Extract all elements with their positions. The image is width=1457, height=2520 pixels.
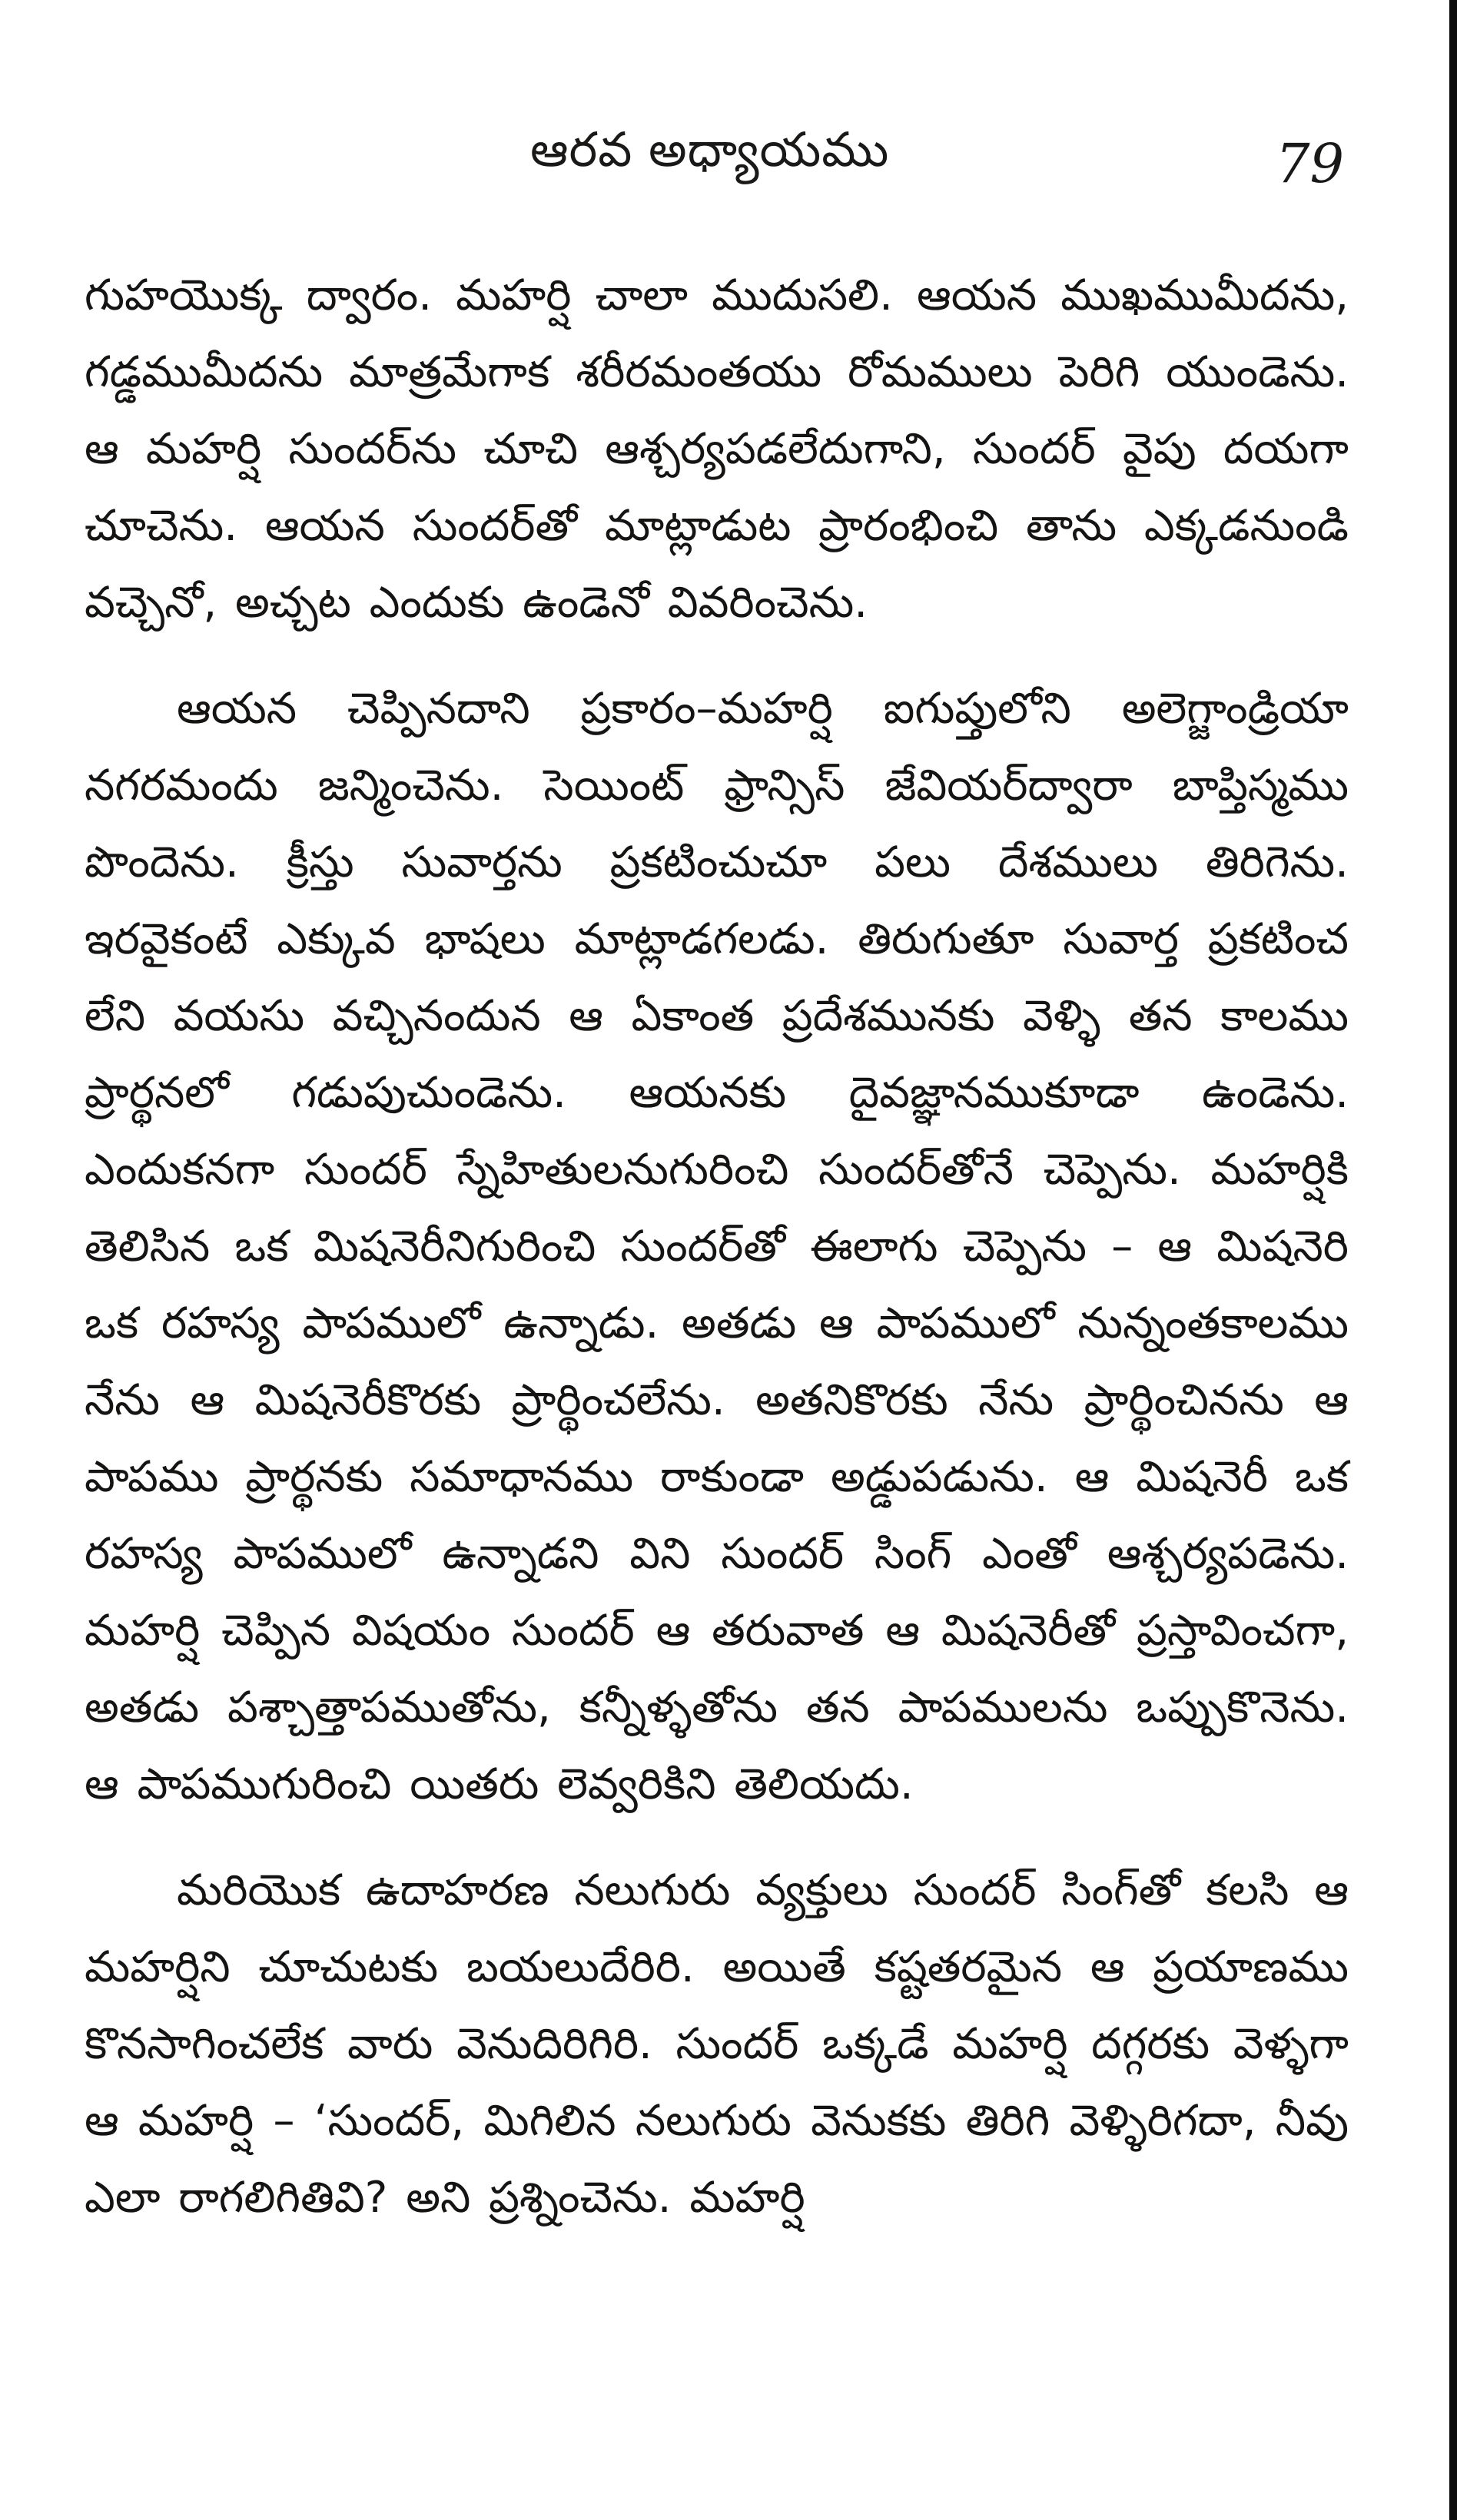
body-text (85, 257, 1349, 2236)
paragraph-2: ఆయన చెప్పినదాని ప్రకారం–మహర్షి ఐగుప్తులోని అలెగ్జాండ్రియా నగరమందు జన్మించెను. సెయింట్ ఫ్రాన్సిస్ జేవియర్‌ద్వారా బాప్తిస్మము పొందెను. క్రీస్తు సువార్తను ప్రకటించుచూ పలు దేశములు తిరిగెను. ఇరవైకంటే ఎక్కువ భాషలు మాట్లాడగలడు. తిరుగుతూ సువార్త ప్రకటించ లేని వయసు వచ్చినందున ఆ ఏకాంత ప్రదేశమునకు వెళ్ళి తన కాలము ప్రార్థనలో గడుపుచుండెను. ఆయనకు దైవజ్ఞానముకూడా ఉండెను. ఎందుకనగా సుందర్ స్నేహితులనుగురించి సుందర్‌తోనే చెప్పెను. మహర్షికి తెలిసిన ఒక మిషనెరీనిగురించి సుందర్‌తో ఈలాగు చెప్పెను – ఆ మిషనెరి ఒక రహస్య పాపములో ఉన్నాడు. అతడు ఆ పాపములో నున్నంతకాలము నేను ఆ మిషనెరీకొరకు ప్రార్థించలేను. అతనికొరకు నేను ప్రార్థించినను ఆ పాపము ప్రార్థనకు సమాధానము రాకుండా అడ్డుపడును. ఆ మిషనెరీ ఒక రహస్య పాపములో ఉన్నాడని విని సుందర్ సింగ్ ఎంతో ఆశ్చర్యపడెను. మహర్షి చెప్పిన విషయం సుందర్ ఆ తరువాత ఆ మిషనెరీతో ప్రస్తావించగా, అతడు పశ్చాత్తాపముతోను, కన్నీళ్ళతోను తన పాపములను ఒప్పుకొనెను. ఆ పాపముగురించి యితరు లెవ్వరికిని తెలియదు. (85, 684, 1349, 1809)
paragraph-spacer (85, 1823, 1349, 1852)
page-number: 79 (1276, 132, 1345, 195)
paragraph-3: మరియొక ఉదాహరణ నలుగురు వ్యక్తులు సుందర్ సింగ్‌తో కలసి ఆ మహర్షిని చూచుటకు బయలుదేరిరి. అయితే కష్టతరమైన ఆ ప్రయాణము కొనసాగించలేక వారు వెనుదిరిగిరి. సుందర్ ఒక్కడే మహర్షి దగ్గరకు వెళ్ళగా ఆ మహర్షి – ‘సుందర్, మిగిలిన నలుగురు వెనుకకు తిరిగి వెళ్ళిరిగదా, నీవు ఎలా రాగలిగితివి? అని ప్రశ్నించెను. మహర్షి (85, 1865, 1349, 2223)
paragraph-spacer (85, 642, 1349, 671)
chapter-title: ఆరవ అధ్యాయము (530, 121, 890, 177)
paragraph-1: గుహయొక్క ద్వారం. మహర్షి చాలా ముదుసలి. ఆయన ముఖముమీదను, గడ్డముమీదను మాత్రమేగాక శరీరమంతయు రోమములు పెరిగి యుండెను. ఆ మహర్షి సుందర్‌ను చూచి ఆశ్చర్యపడలేదుగాని, సుందర్ వైపు దయగా చూచెను. ఆయన సుందర్‌తో మాట్లాడుట ప్రారంభించి తాను ఎక్కడనుండి వచ్చెనో, అచ్చట ఎందుకు ఉండెనో వివరించెను. (85, 270, 1349, 628)
running-header (0, 115, 1457, 195)
